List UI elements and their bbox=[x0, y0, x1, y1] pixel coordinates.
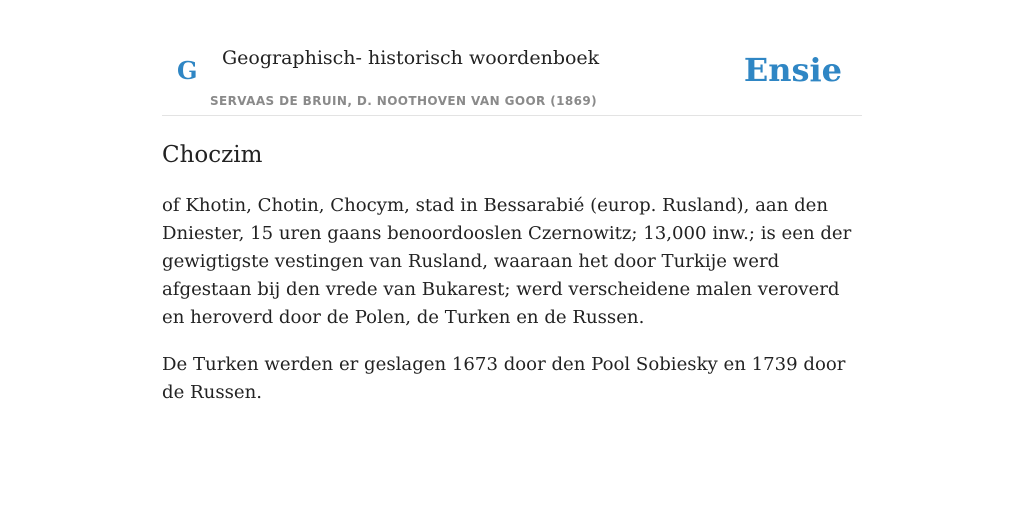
ensie-logo-link[interactable]: Ensie bbox=[743, 51, 842, 89]
entry-paragraph: De Turken werden er geslagen 1673 door den Pool Sobiesky en 1739 door de Russen. bbox=[162, 354, 846, 403]
book-letter-icon[interactable]: G bbox=[177, 56, 198, 85]
book-title-link[interactable]: Geographisch- historisch woordenboek bbox=[222, 47, 600, 69]
book-header bbox=[162, 0, 862, 116]
entry-title: Choczim bbox=[162, 142, 263, 168]
book-authors: SERVAAS DE BRUIN, D. NOOTHOVEN VAN GOOR (1869) bbox=[210, 94, 598, 108]
entry-body bbox=[162, 192, 864, 426]
entry-paragraph: of Khotin, Chotin, Chocym, stad in Bessarabié (europ. Rusland), aan den Dniester, 15 uren gaans benoordooslen Czernowitz; 13,000 inw.; is een der gewigtigste vestingen van Rusland, waaraan het door Turkije werd afgestaan bij den vrede van Bukarest; werd verscheidene malen veroverd en heroverd door de Polen, de Turken en de Russen. bbox=[162, 195, 852, 328]
